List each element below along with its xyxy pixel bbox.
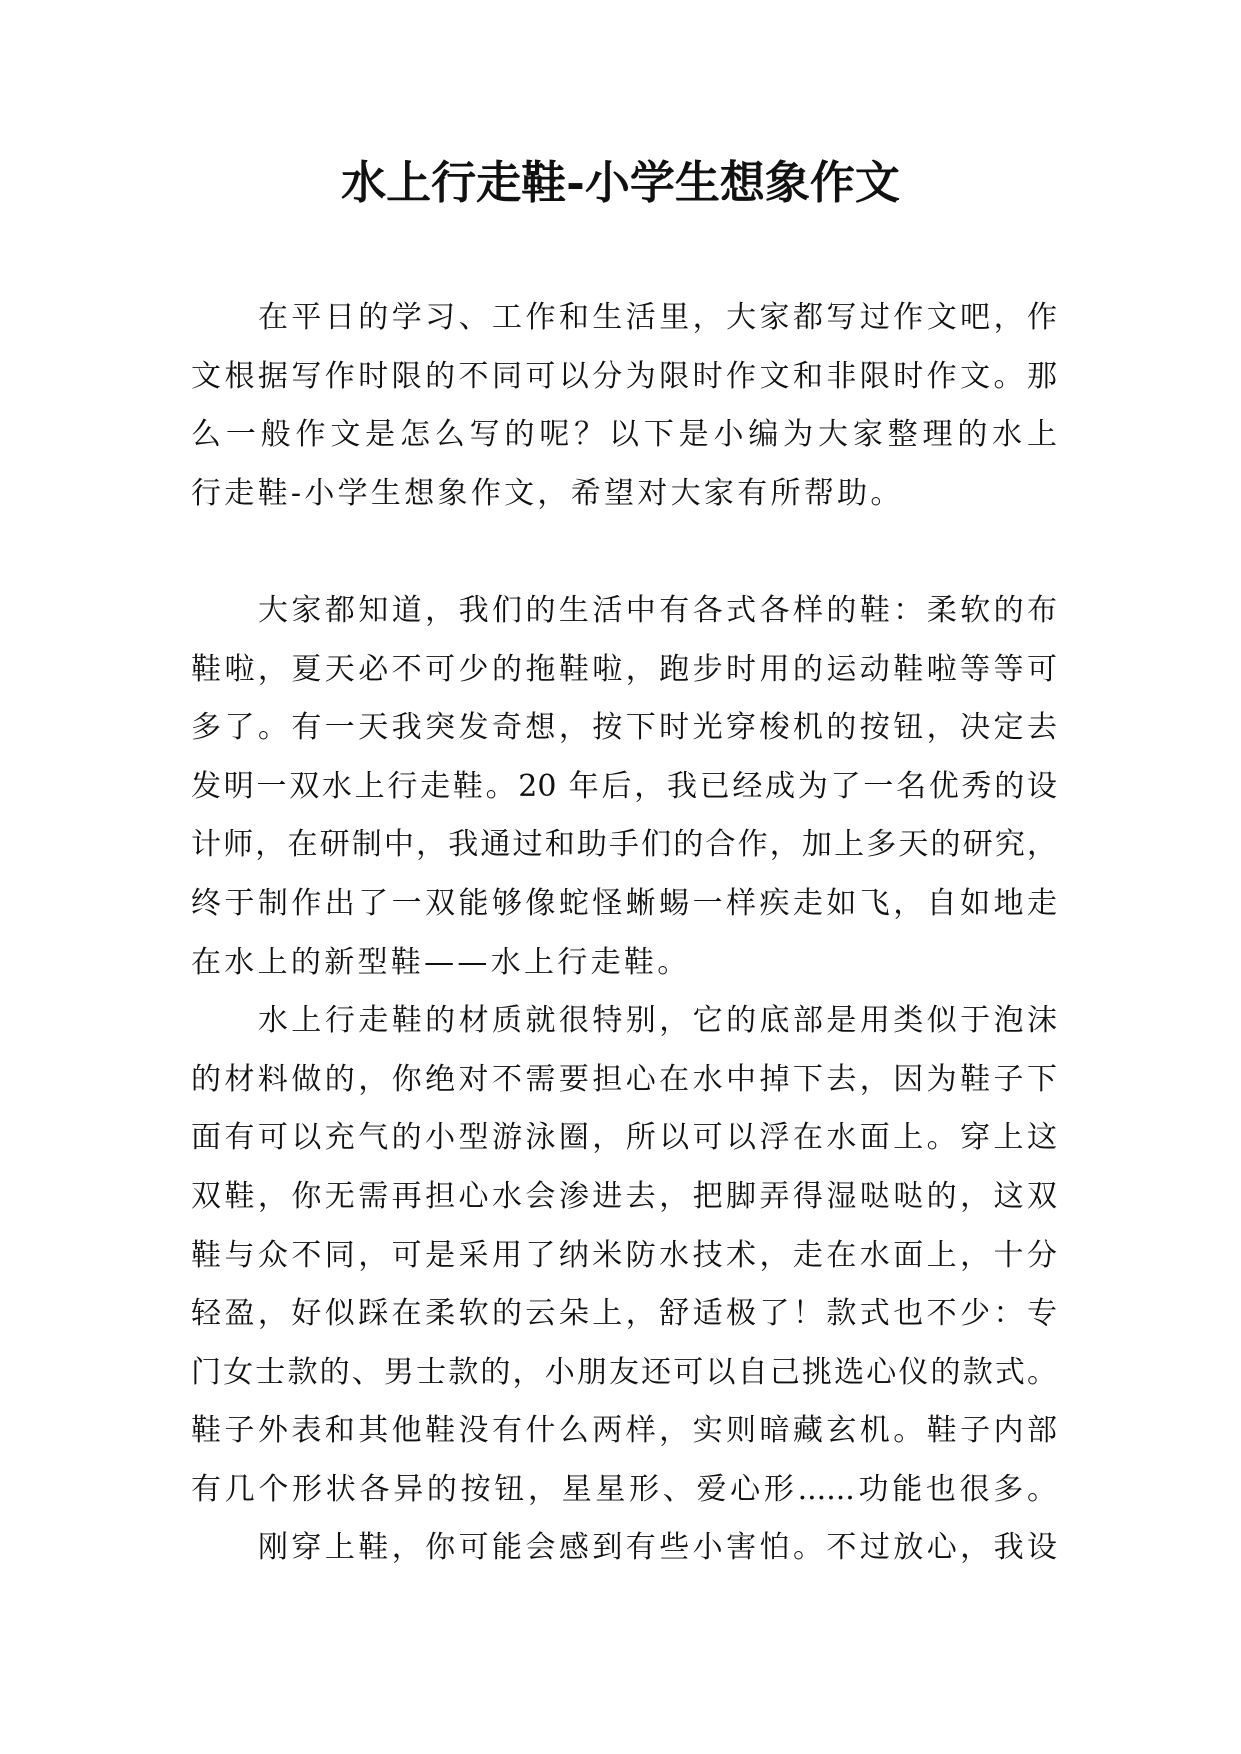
paragraph-material — [191, 992, 1057, 1519]
text-line: 行走鞋-小学生想象作文，希望对大家有所帮助。 — [191, 475, 904, 511]
paragraph-invention — [191, 582, 1057, 992]
text-line: 终于制作出了一双能够像蛇怪蜥蜴一样疾走如飞，自如地走 — [191, 885, 1057, 921]
text-line: 双鞋，你无需再担心水会渗进去，把脚弄得湿哒哒的，这双 — [191, 1178, 1057, 1214]
text-line: 在水上的新型鞋——水上行走鞋。 — [191, 944, 691, 980]
text-line: 计师，在研制中，我通过和助手们的合作，加上多天的研究， — [191, 827, 1057, 863]
text-line: 有几个形状各异的按钮，星星形、爱心形......功能也很多。 — [191, 1471, 1057, 1507]
text-line: 大家都知道，我们的生活中有各式各样的鞋：柔软的布 — [258, 592, 1057, 628]
document-body — [191, 289, 1057, 1578]
text-line: 鞋与众不同，可是采用了纳米防水技术，走在水面上，十分 — [191, 1237, 1057, 1273]
text-line: 鞋子外表和其他鞋没有什么两样，实则暗藏玄机。鞋子内部 — [191, 1413, 1057, 1449]
text-line: 面有可以充气的小型游泳圈，所以可以浮在水面上。穿上这 — [191, 1120, 1057, 1156]
text-line: 鞋啦，夏天必不可少的拖鞋啦，跑步时用的运动鞋啦等等可 — [191, 651, 1057, 687]
text-line: 刚穿上鞋，你可能会感到有些小害怕。不过放心，我设 — [258, 1530, 1057, 1566]
paragraph-usage — [191, 1519, 1057, 1578]
text-line: 水上行走鞋的材质就很特别，它的底部是用类似于泡沫 — [258, 1003, 1057, 1039]
text-line: 文根据写作时限的不同可以分为限时作文和非限时作文。那 — [191, 358, 1057, 394]
text-line: 发明一双水上行走鞋。20 年后，我已经成为了一名优秀的设 — [191, 768, 1057, 804]
paragraph-intro — [191, 289, 1057, 523]
text-line: 多了。有一天我突发奇想，按下时光穿梭机的按钮，决定去 — [191, 710, 1057, 746]
text-line: 轻盈，好似踩在柔软的云朵上，舒适极了！款式也不少：专 — [191, 1296, 1057, 1332]
text-line: 的材料做的，你绝对不需要担心在水中掉下去，因为鞋子下 — [191, 1061, 1057, 1097]
text-line: 么一般作文是怎么写的呢？以下是小编为大家整理的水上 — [191, 417, 1057, 453]
text-line: 门女士款的、男士款的，小朋友还可以自己挑选心仪的款式。 — [191, 1354, 1057, 1390]
paragraph-spacer — [191, 523, 1057, 582]
document-title: 水上行走鞋-小学生想象作文 — [341, 156, 900, 209]
text-line: 在平日的学习、工作和生活里，大家都写过作文吧，作 — [258, 300, 1057, 335]
